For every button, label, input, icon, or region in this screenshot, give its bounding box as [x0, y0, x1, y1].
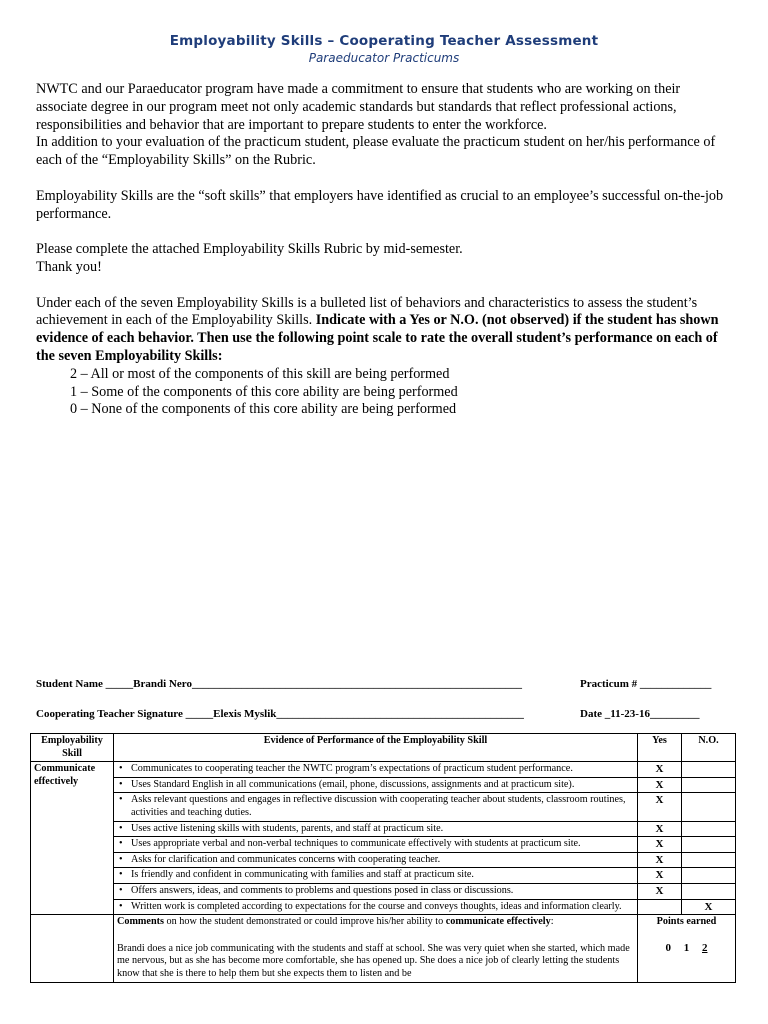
- column-header-evidence: Evidence of Performance of the Employability Skill: [114, 734, 638, 762]
- intro-paragraph-2: In addition to your evaluation of the practicum student, please evaluate the practicum student on her/his performance of each of the “Employability Skills” on the Rubric.: [36, 134, 716, 169]
- practicum-number-field[interactable]: Practicum # _____________: [580, 678, 712, 690]
- no-cell[interactable]: [682, 762, 736, 778]
- thank-you-line: Thank you!: [36, 258, 102, 275]
- column-header-no: N.O.: [682, 734, 736, 762]
- rubric-table: [30, 733, 736, 983]
- intro-paragraph-5: [36, 295, 726, 366]
- point-option[interactable]: 0: [665, 941, 671, 954]
- no-cell[interactable]: [682, 793, 736, 821]
- behavior-text: • Communicates to cooperating teacher the NWTC program’s expectations of practicum student performance.: [114, 762, 638, 778]
- scale-item: 0 – None of the components of this core ability are being performed: [70, 401, 457, 418]
- point-option[interactable]: 1: [683, 941, 690, 954]
- comments-label: Comments on how the student demonstrated or could improve his/her ability to communicate effectively:: [117, 916, 554, 928]
- comments-skill-cell: [31, 915, 114, 982]
- table-row: [31, 821, 736, 837]
- yes-cell[interactable]: X: [638, 868, 682, 884]
- no-cell[interactable]: [682, 883, 736, 899]
- student-info-row: [36, 678, 736, 690]
- teacher-signature-field[interactable]: Cooperating Teacher Signature _____Elexis Myslik_____________________________________________: [36, 708, 524, 720]
- table-row: [31, 883, 736, 899]
- points-cell: [638, 915, 736, 982]
- date-field[interactable]: Date _11-23-16_________: [580, 708, 700, 720]
- table-row: [31, 777, 736, 793]
- behavior-text: • Is friendly and confident in communicating with families and staff at practicum site.: [114, 868, 638, 884]
- instruction-text: Under each of the seven Employability Skills is a bulleted list of behaviors and characteristics to assess the student’s achievement in each of the Employability Skills.: [36, 294, 698, 329]
- comment-text: Brandi does a nice job communicating with the students and staff at school. She was very quiet when she started, which made me nervous, but as she has become more comfortable, she has opened up. She does a nice job of clearly letting the students know that she is there to help them but she expects them to listen and be: [117, 942, 630, 979]
- no-cell[interactable]: X: [682, 899, 736, 915]
- scale-item: 2 – All or most of the components of this skill are being performed: [70, 365, 450, 382]
- table-row: [31, 793, 736, 821]
- table-row: [31, 899, 736, 915]
- no-cell[interactable]: [682, 821, 736, 837]
- behavior-text: • Asks relevant questions and engages in reflective discussion with cooperating teacher about students, classroom routines, activities and teaching duties.: [114, 793, 638, 821]
- table-row: [31, 837, 736, 853]
- yes-cell[interactable]: X: [638, 793, 682, 821]
- no-cell[interactable]: [682, 777, 736, 793]
- document-title: Employability Skills – Cooperating Teacher Assessment: [169, 33, 599, 49]
- yes-cell[interactable]: X: [638, 821, 682, 837]
- yes-cell[interactable]: X: [638, 852, 682, 868]
- column-header-skill: Employability Skill: [31, 734, 114, 762]
- instructions: [36, 81, 726, 419]
- skill-name: Communicate effectively: [31, 762, 114, 915]
- yes-cell[interactable]: X: [638, 837, 682, 853]
- column-header-yes: Yes: [638, 734, 682, 762]
- comments-row: [31, 915, 736, 982]
- yes-cell[interactable]: X: [638, 883, 682, 899]
- points-options: [641, 942, 732, 955]
- yes-cell[interactable]: [638, 899, 682, 915]
- yes-cell[interactable]: X: [638, 762, 682, 778]
- behavior-text: • Uses active listening skills with students, parents, and staff at practicum site.: [114, 821, 638, 837]
- table-row: [31, 762, 736, 778]
- comments-cell[interactable]: [114, 915, 638, 982]
- instruction-bold-text: Indicate with a Yes or N.O. (not observed) if the student has shown evidence of each behavior. Then use the following point scale to rate the overall student’s performance on each of the seven Employability Skills:: [36, 312, 719, 364]
- rubric-header-row: [31, 734, 736, 762]
- student-name-field[interactable]: Student Name _____Brandi Nero____________________________________________________________: [36, 678, 522, 690]
- behavior-text: • Offers answers, ideas, and comments to problems and questions posed in class or discussions.: [114, 883, 638, 899]
- intro-paragraph-1: NWTC and our Paraeducator program have made a commitment to ensure that students who are working on their associate degree in our program meet not only academic standards but standards that reflect professional actions, responsibilities and behavior that are important to prepare students to enter the workforce.: [36, 81, 681, 133]
- no-cell[interactable]: [682, 837, 736, 853]
- behavior-text: • Uses Standard English in all communications (email, phone, discussions, assignments and at practicum site).: [114, 777, 638, 793]
- scale-item: 1 – Some of the components of this core ability are being performed: [70, 383, 458, 400]
- behavior-text: • Written work is completed according to expectations for the course and conveys thoughts, ideas and information clearly.: [114, 899, 638, 915]
- point-option-selected[interactable]: 2: [702, 941, 708, 954]
- table-row: [31, 852, 736, 868]
- behavior-text: • Uses appropriate verbal and non-verbal techniques to communicate effectively with students at practicum site.: [114, 837, 638, 853]
- document-subtitle: Paraeducator Practicums: [308, 51, 460, 65]
- intro-paragraph-3: Employability Skills are the “soft skills” that employers have identified as crucial to an employee’s successful on-the-job performance.: [36, 187, 724, 222]
- no-cell[interactable]: [682, 868, 736, 884]
- yes-cell[interactable]: X: [638, 777, 682, 793]
- intro-paragraph-4: Please complete the attached Employability Skills Rubric by mid-semester.: [36, 241, 463, 258]
- behavior-text: • Asks for clarification and communicates concerns with cooperating teacher.: [114, 852, 638, 868]
- teacher-info-row: [36, 708, 736, 720]
- no-cell[interactable]: [682, 852, 736, 868]
- point-scale: [36, 366, 726, 419]
- table-row: [31, 868, 736, 884]
- points-earned-label: Points earned: [656, 916, 717, 928]
